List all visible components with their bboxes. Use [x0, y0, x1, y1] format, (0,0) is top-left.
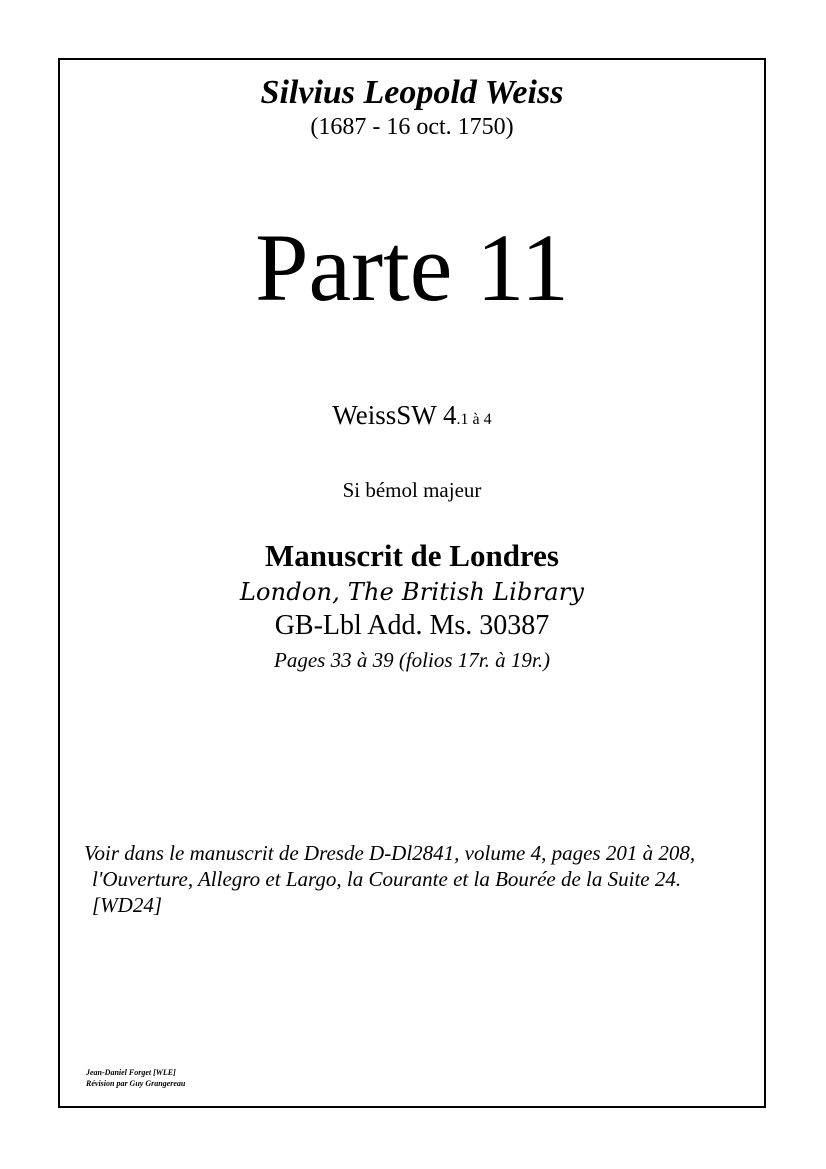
credit-revision: Révision par Guy Grangereau	[86, 1079, 186, 1088]
composer-dates: (1687 - 16 oct. 1750)	[310, 114, 514, 140]
composer-name: Silvius Leopold Weiss	[260, 74, 564, 111]
catalog-range: .1 à 4	[456, 411, 492, 428]
reference-note	[84, 840, 754, 918]
manuscript-shelfmark: GB-Lbl Add. Ms. 30387	[274, 610, 550, 641]
page-title: Parte 11	[255, 214, 569, 321]
manuscript-pages: Pages 33 à 39 (folios 17r. à 19r.)	[274, 648, 550, 672]
manuscript-title: Manuscrit de Londres	[265, 538, 559, 573]
manuscript-library: London, The British Library	[239, 578, 585, 606]
credit-author: Jean-Daniel Forget [WLE]	[86, 1068, 176, 1077]
key-signature: Si bémol majeur	[342, 478, 482, 502]
note-line-2: l'Ouverture, Allegro et Largo, la Courante et la Bourée de la Suite 24.	[92, 867, 682, 891]
note-line-1: Voir dans le manuscrit de Dresde D-Dl2841, volume 4, pages 201 à 208,	[84, 841, 696, 865]
catalog-number	[58, 400, 766, 431]
note-line-3: [WD24]	[92, 893, 163, 917]
catalog-main: WeissSW 4	[332, 400, 457, 430]
